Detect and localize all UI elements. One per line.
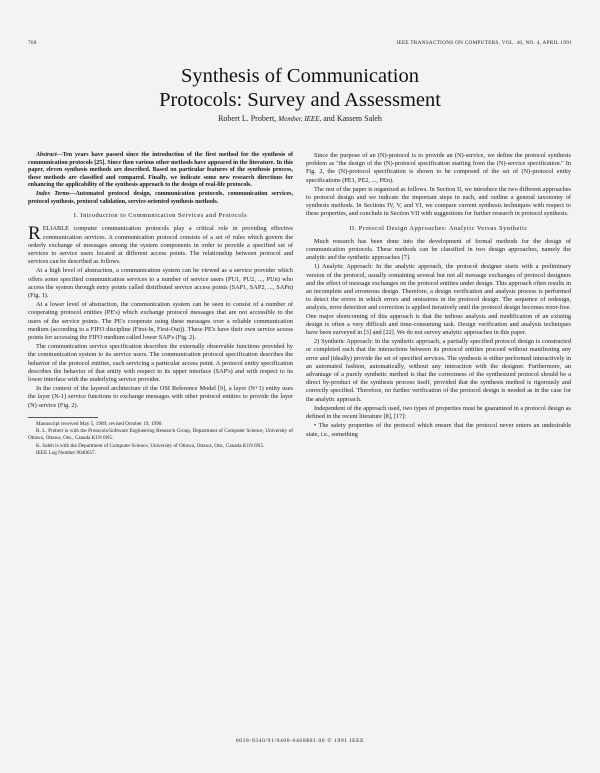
section-1-paragraph-2: At a high level of abstraction, a communication system can be viewed as a service provider which offers some specified communication services to a number of service users (PU1, PU2, ..., PUn) who access the system through entry points called distributed service access points (SAP1, SAP2, ..., SAPn) (Fig. 1). (28, 267, 293, 299)
author-2: Kassem Saleh (336, 114, 382, 123)
abstract-text: Ten years have passed since the introduction of the first method for the synthesis of communication protocols [25]. Since then various other methods have appeared in the literature. In this paper, eleven synthesis methods are described. Based on particular features of the synthesis process, these methods are classified and compared. Finally, we indicate some new research directions for enhancing the applicability of the synthesis approach to the design of real-life protocols. (28, 152, 293, 189)
author-line (0, 114, 600, 123)
footnote-received: Manuscript received May 5, 1989; revised October 19, 1990. (36, 420, 163, 427)
abstract (28, 152, 293, 190)
title-line-2: Protocols: Survey and Assessment (159, 89, 441, 111)
section-1-paragraph-5: In the context of the layered architecture of the OSI Reference Model [9], a layer (N+1) entity uses the layer (N-1) service functions to exchange messages with other protocol entities to provide the layer (N) service (Fig. 2). (28, 385, 293, 409)
journal-title: IEEE TRANSACTIONS ON COMPUTERS, VOL. 40, NO. 4, APRIL 1991 (396, 40, 572, 46)
index-terms-text: Automated protocol design, communication protocols, communication services, protocol synthesis, protocol validation, service-oriented synthesis methods. (28, 190, 293, 205)
running-header (28, 40, 572, 50)
author-conjunction: and (323, 114, 335, 123)
footnote-log-number: IEEE Log Number 9040657. (36, 450, 96, 457)
intro-paragraph-7: The rest of the paper is organized as follows. In Section II, we introduce the two different approaches to protocol design and we indicate the important steps in each, and outline a general taxonomy of synthesis methods. In Sections IV, V, and VI, we compare current synthesis techniques with respect to these properties, and conclude in Section VII with suggestions for further research in protocol synthesis. (306, 185, 571, 218)
section-1-paragraph-4: The communication service specification describes the externally observable functions provided by the communication system to its service users. The communication protocol specification describes the behavior of the protocol entities, each servicing a particular access point. A protocol entity specification describes the behavior of that entity with respect to its upper interface (SAP's) and with respect to its lower interface with the underlying service provider. (28, 343, 293, 384)
copyright-footer: 0018-9340/91/0400-0468$01.00 © 1991 IEEE (235, 738, 365, 744)
author-1-role: Member, IEEE, (278, 115, 322, 123)
intro-paragraph-6: Since the purpose of an (N)-protocol is to provide an (N)-service, we define the protocol synthesis problem as "the design of the (N)-protocol specification starting from the (N)-service specification." In Fig. 2, the (N)-protocol specification is shown to be composed of the set of (N)-protocol entity specifications (PE1, PE2, ..., PEn). (306, 152, 571, 184)
section-2-heading: II. Protocol Design Approaches: Analytic Versus Synthetic (349, 224, 528, 232)
author-1: Robert L. Probert, (218, 114, 277, 123)
paper-title (0, 64, 600, 112)
synthetic-approach-paragraph: 2) Synthetic Approach: In the synthetic approach, a partially specified protocol design is constructed or completed such that the interactions between its protocol entities proceed without manifesting any error and (ideally) provide the set of specified services. The synthesis is either performed interactively in an automated fashion, automatically, without any interaction with the designer. Furthermore, an advantage of a purely synthetic method is that the correctness of the synthesized protocol should be a direct by-product of the synthesis process itself, provided that the synthesis method is rigorously and correctly specified. Therefore, no further verification of the protocol design is needed as in the case for the analytic approach. (306, 338, 571, 403)
section-1-paragraph-3: At a lower level of abstraction, the communication system can be seen to consist of a number of cooperating protocol entities (PE's) which exchange protocol messages that are not accessible to the users of the service points. The PE's cooperate using these messages over a reliable communication medium (according to a FIFO discipline (First-In, First-Out)). These PE's have their own service access points for accessing the FIFO medium called lower SAP's (Fig. 2). (28, 301, 293, 341)
footnote-divider (28, 417, 98, 418)
index-terms (28, 191, 293, 206)
safety-property-item: • The safety properties of the protocol which ensure that the protocol never enters an undesirable state, i.e., something (306, 422, 571, 438)
abstract-label: Abstract— (36, 152, 63, 158)
properties-paragraph: Independent of the approach used, two types of properties must be guaranteed in a protocol design as defined in the recent literature [8], [17]: (306, 404, 571, 421)
paragraph-1-text: ELIABLE computer communication protocols play a critical role in providing effective communication services. A communication protocol consists of a set of rules which govern the orderly exchange of messages among the system components in order to provide a specified set of services to service users located at different access points. The relationship between protocol and services can be described as follows. (28, 225, 293, 266)
page-number: 760 (28, 40, 37, 46)
title-line-1: Synthesis of Communication (180, 65, 420, 87)
right-column (306, 152, 571, 440)
section-2-paragraph-1: Much research has been done into the development of formal methods for the design of communication protocols. These methods can be classified in two design approaches, namely the analytic and the synthetic approaches [7]. (306, 237, 571, 262)
section-1-paragraph-1 (28, 225, 293, 266)
footnote-author-2: K. Saleh is with the Department of Computer Science, University of Ottawa, Ottawa, Ont., Canada K1N 6N5. (36, 442, 265, 449)
index-terms-label: Index Terms— (36, 190, 76, 197)
footnote-author-1: R. L. Probert is with the Protocols/Software Engineering Research Group, Department of Computer Science, University of Ottawa, Ottawa, Ont., Canada K1N 6N5. (28, 428, 293, 442)
drop-cap: R (28, 223, 41, 245)
analytic-approach-paragraph: 1) Analytic Approach: In the analytic approach, the protocol designer starts with a preliminary version of the protocol, usually containing several but not all message exchanges of protocol designers and the effect of message exchanges on the protocol entities under design. This approach often results in an incomplete and erroneous design. Therefore, a design verification and analysis process is performed to detect the errors in which errors and omissions in the protocol design. The sequence of redesign, analysis, error detection and correction is applied iteratively until the protocol design becomes error-free. One major shortcoming of this approach is that the tedious analysis and modification of an existing design is often a very difficult and time-consuming task. Design verification and analysis techniques have been surveyed in [3] and [22]. We do not survey analytic approaches in this paper. (306, 263, 571, 337)
section-1-heading: I. Introduction to Communication Services and Protocols (73, 212, 248, 220)
left-column (28, 152, 293, 458)
